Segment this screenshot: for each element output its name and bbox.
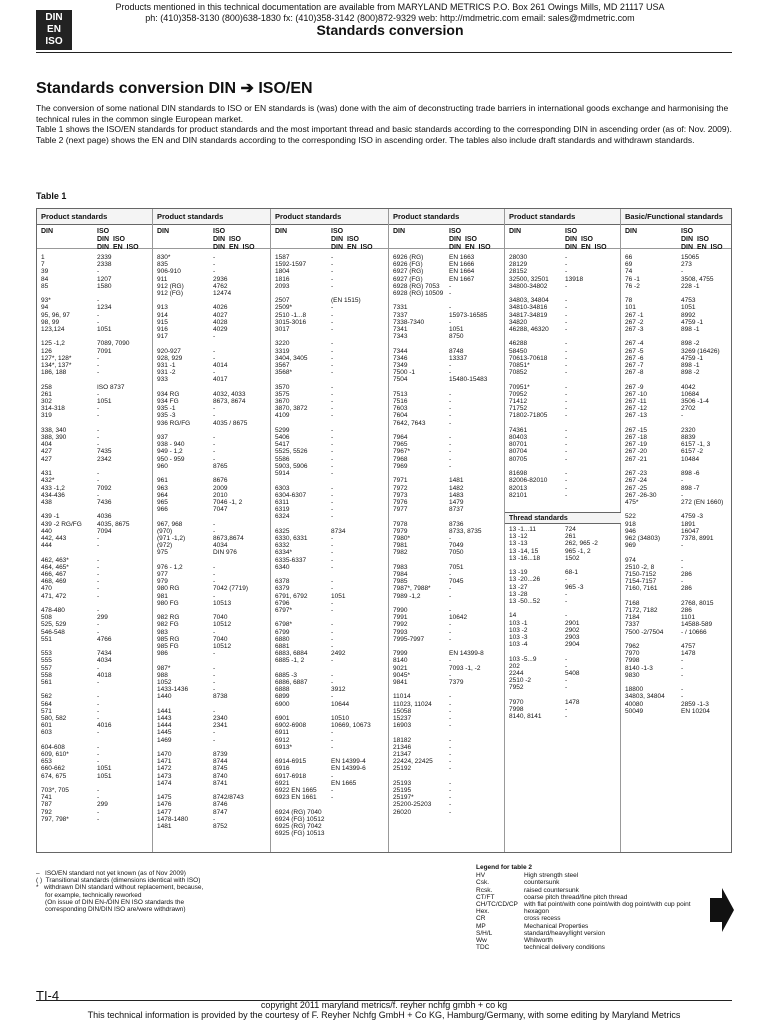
iso-values: - - - 13918 - - - - - - - - - - - - - - - - - - - - - - - - -	[565, 254, 584, 499]
column-subheader	[389, 225, 504, 249]
copyright: copyright 2011 maryland metrics/f. reyher nchfg gmbh + co kg	[260, 1000, 508, 1010]
page-title: Standards conversion DIN ➔ ISO/EN	[36, 80, 313, 97]
thread-din-values: 13 -1...11 13 -12 13 -13 13 -14, 15 13 -16...18 13 -19 13 -20...26 13 -27 13 -28 13 -50...52 14 103 -1 103 -2 103 -3 103 -4 103 -5...9 202 2244 2510 -2 7952 7970 7998 8140, 8141	[509, 526, 542, 721]
footnote: for example, technically reworked	[36, 891, 142, 899]
din-values: 1587 1592-1597 1804 1816 2093 2507 2509* 2510 -1...8 3015-3016 3017 3220 3319 3404, 3405 3567 3568* 3570 3575 3670 3870, 3872 4109 5299 5406 5417 5525, 5526 5586 5903, 5906 5914 6303 6304-6307 6311 6319 6324 6325 6330, 6331 6332 6334* 6335-6337 6340 6378 6379 6791, 6792 6796 6797* 6798* 6799 6880 6881 6883, 6884 6885 -1, 2 6885 -3 6886, 6887 6888 6899 6900 6901 6902-6908 6911 6912 6913* 6914-6915 6916 6917-6918 6921 6922 EN 1665 6923 EN 1661 6924 (RG) 7040 6924 (FG) 10512 6925 (RG) 7042 6925 (FG) 10513	[275, 254, 325, 838]
legend-value: cross recess	[524, 915, 561, 923]
legend-row	[476, 908, 696, 915]
subheader-iso: ISO DIN ISO DIN EN ISO	[449, 228, 491, 251]
column-title: Product standards	[37, 209, 152, 225]
legend-row	[476, 923, 696, 930]
column-subheader	[271, 225, 388, 249]
legend-row	[476, 915, 696, 922]
column-subheader	[621, 225, 731, 249]
next-page-arrow-icon[interactable]	[710, 888, 734, 932]
column-subheader	[37, 225, 152, 249]
legend-value: Whitworth	[524, 936, 553, 944]
subheader-din: DIN	[393, 228, 406, 235]
din-values: 6926 (RG) 6926 (FG) 6927 (RG) 6927 (FG) 6928 (RG) 7053 6928 (RG) 10509 7331 7337 7338-7340 7341 7343 7344 7346 7349 7500 -1 7504 7513 7516 7603 7604 7642, 7643 7964 7965 7967* 7968 7969 7971 7972 7973 7976 7977 7978 7979 7980* 7981 7982 7983 7984 7985 7987*, 7988* 7989 -1,2 7990 7991 7992 7993 7995-7997 7999 8140 9021 9045* 9841 11014 11023, 11024 15058 15237 16903 18182 21346 21347 22424, 22425 25192 25193 25195 25197* 25200-25203 26020	[393, 254, 444, 816]
subheader-iso: ISO DIN ISO DIN EN ISO	[565, 228, 607, 251]
intro-paragraph: The conversion of some national DIN standards to ISO or EN standards is (was) done with the aim of deconstructing trade barriers in international goods exchange and harmonising the technical rules in the common single European market.	[36, 103, 729, 124]
legend-key: Csk.	[476, 879, 489, 887]
footnote: ( ) Transitional standards (dimensions identical with ISO)	[36, 877, 201, 885]
legend-value: standard/heavy/light version	[524, 929, 605, 937]
subheader-din: DIN	[625, 228, 638, 235]
column-subheader	[153, 225, 270, 249]
subheader-din: DIN	[157, 228, 170, 235]
footnote: * withdrawn DIN standard without replacement, because,	[36, 884, 204, 892]
iso-values: 2339 2338 - 1207 1580 - 1234 - - 1051 7089, 7090 7091 - - - ISO 8737 - 1051 - - - - - 7435 2342 - - 7092 - 7436 4036 4035, 8675 7094 - - - - - - - - - 299 - - 4766 7434 4034 - 4018 - - - - - 4016 - - - - 1051 1051 - - 299 - -	[97, 254, 130, 823]
table-column	[271, 209, 389, 852]
column-title: Basic/Functional standards	[621, 209, 731, 225]
subheader-din: DIN	[275, 228, 288, 235]
legend	[476, 864, 696, 951]
column-cells	[153, 249, 270, 831]
legend-row	[476, 872, 696, 879]
intro-paragraph: Table 1 shows the ISO/EN standards for product standards and the most important thread and basic standards according to the corresponding DIN in ascending order (as of: Nov. 2009).	[36, 124, 732, 135]
legend-row	[476, 930, 696, 937]
column-cells	[37, 249, 152, 823]
table-column	[153, 209, 271, 852]
subheader-iso: ISO DIN ISO DIN EN ISO	[97, 228, 139, 251]
page-number: TI-4	[36, 988, 60, 1003]
thread-cells	[505, 521, 621, 721]
column-title: Product standards	[505, 209, 620, 225]
legend-row	[476, 879, 696, 886]
intro-text	[36, 103, 732, 145]
standards-table	[36, 208, 732, 853]
legend-row	[476, 937, 696, 944]
column-subheader	[505, 225, 620, 249]
legend-row	[476, 887, 696, 894]
legend-key: S/H/L	[476, 929, 493, 937]
subheader-iso: ISO DIN ISO DIN EN ISO	[331, 228, 373, 251]
legend-value: High strength steel	[524, 872, 579, 880]
subheader-iso: ISO DIN ISO DIN EN ISO	[213, 228, 255, 251]
footnote: (On issue of DIN EN-/DIN EN ISO standards the	[36, 898, 185, 906]
subheader-iso: ISO DIN ISO DIN EN ISO	[681, 228, 723, 251]
legend-key: HV	[476, 872, 486, 880]
footnote: corresponding DIN/DIN ISO are/were withdrawn)	[36, 906, 186, 914]
iso-values: - - - - - (EN 1515) - - - - - - - - - - - - - - - - - - - - - - - - - - 8734 - - - - - - - 1051 - - - - - - 2492 - - - 3912 - 10644 10510 10669, 10673 - - - EN 14399-4 EN 14399-6 - EN 1665 - -	[331, 254, 371, 802]
legend-row	[476, 944, 696, 951]
logo-line: ISO	[45, 36, 63, 47]
column-title: Product standards	[271, 209, 388, 225]
logo-line: EN	[47, 24, 61, 35]
subheader-din: DIN	[41, 228, 54, 235]
din-values: 830* 835 906-910 911 912 (RG) 912 (FG) 913 914 915 916 917 920-927 928, 929 931 -1 931 -2 933 934 RG 934 FG 935 -1 935 -3 936 RG/FG 937 938 - 940 949 - 1,2 950 - 959 960 961 963 964 965 966 967, 968 (970) (971 -1,2) (972) 975 976 - 1,2 977 979 980 RG 981 980 FG 982 RG 982 FG 983 985 RG 985 FG 986 987* 988 1052 1433-1436 1440 1441 1443 1444 1445 1469 1470 1471 1472 1473 1474 1475 1476 1477 1478-1480 1481	[157, 254, 191, 831]
column-title: Product standards	[389, 209, 504, 225]
legend-value: hexagon	[524, 908, 549, 916]
legend-value: Mechanical Properties	[524, 922, 589, 930]
column-cells	[271, 249, 388, 838]
legend-key: Ww	[476, 936, 487, 944]
iso-values: EN 1663 EN 1666 EN 1664 EN 1667 - - - 15973-16585 - 1051 8750 8748 13337 - - 15480-15483 - - - - - - - - - - 1481 1482 1483 1479 8737 8736 8733, 8735 - 7049 7050 7051 - 7045 - - - 10642 - - - EN 14399-8 - 7093 -1, -2 - 7379 - - - - - - - - - - - - - - -	[449, 254, 488, 816]
header-title: Standards conversion	[316, 22, 464, 38]
legend-value: countersunk	[524, 879, 560, 887]
column-cells	[389, 249, 504, 816]
legend-row	[476, 901, 696, 908]
contact-info: ph: (410)358-3130 (800)638-1830 fx: (410)358-3142 (800)872-9329 web: http://mdmetric.com email: sales@mdmetric.com	[145, 13, 635, 23]
legend-key: TDC	[476, 944, 490, 952]
column-cells	[505, 249, 620, 499]
footnotes	[36, 870, 236, 913]
legend-key: Rcsk.	[476, 886, 493, 894]
legend-title: Legend for table 2	[476, 864, 532, 871]
column-title: Product standards	[153, 209, 270, 225]
legend-value: technical delivery conditions	[524, 944, 605, 952]
table-column	[389, 209, 505, 852]
legend-key: Hex.	[476, 908, 490, 916]
table-column	[621, 209, 731, 852]
din-values: 1 7 39 84 85 93* 94 95, 96, 97 98, 99 123,124 125 -1,2 126 127*, 128* 134*, 137* 186, 188 258 261 302 314-318 319 338, 340 388, 390 404 427 427 431 432* 433 -1,2 434-436 438 439 -1 439 -2 RG/FG 440 442, 443 444 462, 463* 464, 465* 466, 467 468, 469 470 471, 472 478-480 508 525, 529 546-548 551 553 555 557 558 561 562 564 571 580, 582 601 603 604-608 609, 610* 653 660-662 674, 675 703*, 705 741 787 792 797, 798*	[41, 254, 82, 823]
table-column	[505, 209, 621, 852]
legend-key: CH/TC/CD/CP	[476, 900, 518, 908]
legend-value: with flat point/with cone point/with dog point/with cup point	[524, 900, 691, 908]
legend-value: raised countersunk	[524, 886, 579, 894]
header	[0, 0, 768, 50]
company-info: Products mentioned in this technical documentation are available from MARYLAND METRICS P.O. Box 261 Owings Mills, MD 21117 USA	[115, 2, 665, 12]
logo-line: DIN	[45, 12, 63, 23]
table-label: Table 1	[36, 191, 67, 201]
subheader-din: DIN	[509, 228, 522, 235]
din-values: 28030 28129 28152 32500, 32501 34800-34802 34803, 34804 34810-34816 34817-34819 34820 46288, 46320 46288 58450 70613-70618 70851* 70852 70951* 70952 71412 71752 71802-71805 74361 80403 80701 80704 80705 81698 82006-82010 82013 82101	[509, 254, 549, 499]
intro-paragraph: Table 2 (next page) shows the EN and DIN standards according to the corresponding ISO in ascending order. The tables also include draft standards and withdrawn standards.	[36, 134, 695, 145]
table-column	[37, 209, 153, 852]
legend-key: MP	[476, 922, 486, 930]
din-en-iso-logo	[36, 10, 72, 50]
header-divider	[36, 52, 732, 53]
iso-values: - - - 2936 4762 12474 4026 4027 4028 4029 - - - 4014 - 4017 4032, 4033 8673, 8674 - - 4035 / 8675 - - - - 8765 8676 2009 2010 7046 -1, 2 7047 - - 8673,8674 4034 DIN 976 - - - 7042 (7719) - 10513 7040 10512 - 7040 10512 - - - - - 8738 - 2340 2341 - - 8739 8744 8745 8740 8741 8742/8743 8746 8747 - 8752	[213, 254, 249, 831]
thread-standards-header: Thread standards	[505, 512, 621, 524]
footnote: – ISO/EN standard not yet known (as of Nov 2009)	[36, 870, 186, 877]
thread-iso-values: 724 261 262, 965 -2 965 -1, 2 1502 68-1 - 965 -3 - - - 2901 2902 2903 2904 - - 5408 - - 1478 - -	[565, 526, 598, 721]
legend-key: CR	[476, 915, 486, 923]
din-values: 66 69 74 76 -1 76 -2 78 101 267 -1 267 -2 267 -3 267 -4 267 -5 267 -6 267 -7 267 -8 267 -9 267 -10 267 -11 267 -12 267 -13 267 -15 267 -18 267 -19 267 -20 267 -21 267 -23 267 -24 267 -25 267 -26-30 475* 522 918 946 962 (34803) 969 974 2510 -2, 8 7150-7152 7154-7157 7160, 7161 7168 7172, 7182 7184 7337 7500 -2/7504 7962 7970 7998 8140 -1-3 9830 18800 34803, 34804 40080 50049	[625, 254, 665, 715]
legend-value: coarse pitch thread/fine pitch thread	[524, 893, 628, 901]
legend-key: CT/FT	[476, 893, 495, 901]
courtesy-note: This technical information is provided by the courtesy of F. Reyher Nchfg GmbH + Co KG, Hamburg/Germany, with some editing by Maryland Metrics	[87, 1010, 681, 1020]
iso-values: 15065 273 - 3508, 4755 228 -1 4753 1051 8992 4759 -1 898 -1 898 -2 3269 (16426) 4759 -1 898 -1 898 -2 4042 10684 3506 -1-4 2702 - 2320 8839 6157 -1, 3 6157 -2 10484 898 -6 - 898 -7 - 272 (EN 1660) 4759 -3 1891 16047 7378, 8991 - - - 286 - 286 2768, 8015 286 1101 14588-589 - / 10666 4757 1478 - - - - - 2859 -1-3 EN 10204	[681, 254, 724, 715]
legend-row	[476, 894, 696, 901]
column-cells	[621, 249, 731, 715]
